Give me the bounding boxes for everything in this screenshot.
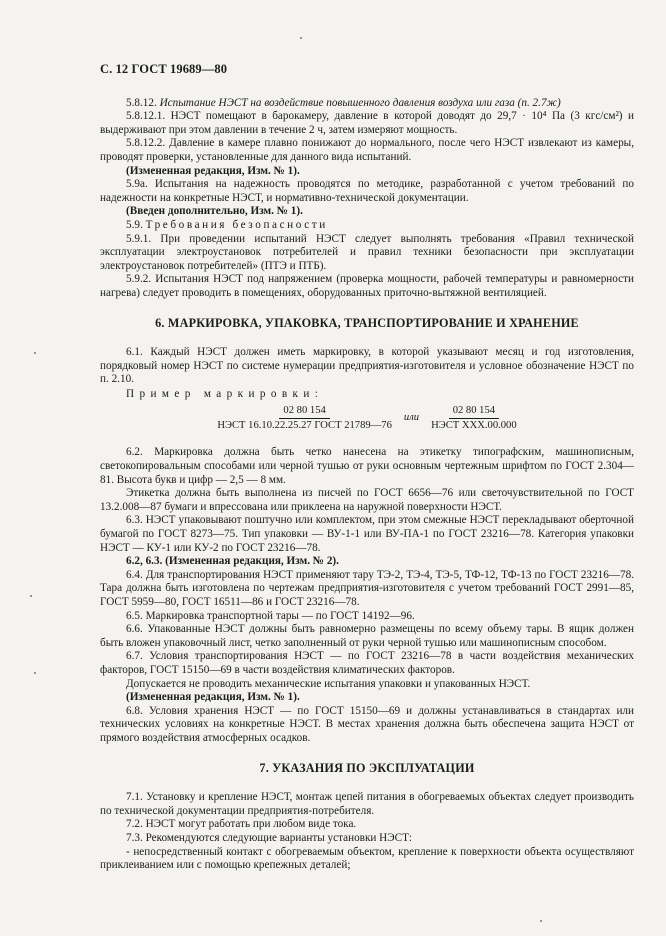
clause-5-9: 5.9. Требования безопасности — [126, 218, 328, 231]
clause-6-4: 6.4. Для транспортирования НЭСТ применяют тару ТЭ-2, ТЭ-4, ТЭ-5, ТФ-12, ТФ-13 по ГОСТ 23216—78. Тара должна быть изготовлена по чертежам предприятия-изготовителя с учетом требований ГОСТ 2991—85, ГОСТ 5959—80, ГОСТ 16511—86 и ГОСТ 23216—78. — [100, 568, 634, 608]
clause-5-9-2: 5.9.2. Испытания НЭСТ под напряжением (проверка мощности, рабочей температуры и равномерности нагрева) следует проводить в помещениях, оборудованных приточно-вытяжной вентиляцией. — [100, 273, 634, 299]
clause-6-5: 6.5. Маркировка транспортной тары — по ГОСТ 14192—96. — [126, 609, 415, 622]
section-heading-6: 6. МАРКИРОВКА, УПАКОВКА, ТРАНСПОРТИРОВАНИЕ И ХРАНЕНИЕ — [155, 315, 579, 330]
clause-title: Испытание НЭСТ на воздействие повышенного давления воздуха или газа (п. 2.7ж) — [159, 96, 561, 109]
clause-5-8-12: 5.8.12. Испытание НЭСТ на воздействие повышенного давления воздуха или газа (п. 2.7ж) — [126, 96, 561, 109]
clause-7-3: 7.3. Рекомендуются следующие варианты установки НЭСТ: — [126, 831, 413, 844]
scan-speck — [34, 352, 36, 354]
marking-numerator: 02 80 154 — [279, 405, 329, 419]
clause-7-2: 7.2. НЭСТ могут работать при любом виде тока. — [126, 818, 357, 831]
marking-denominator: НЭСТ 16.10.22.25.27 ГОСТ 21789—76 — [217, 420, 392, 432]
amendment-note: (Введен дополнительно, Изм. № 1). — [126, 205, 303, 218]
marking-denominator: НЭСТ XXX.00.000 — [431, 420, 517, 432]
amendment-note: (Измененная редакция, Изм. № 1). — [126, 164, 300, 177]
marking-or: или — [403, 412, 420, 424]
clause-7-3-item: - непосредственный контакт с обогреваемым объектом, крепление к поверхности объекта осуществляют приклеиванием или с помощью крепежных деталей; — [100, 845, 634, 872]
clause-6-1: 6.1. Каждый НЭСТ должен иметь маркировку, в которой указывают месяц и год изготовления, порядковый номер НЭСТ по системе нумерации предприятия-изготовителя и условное обозначение НЭСТ по п. 2.10. — [100, 346, 634, 386]
marking-example — [100, 405, 634, 432]
scan-speck — [300, 37, 302, 39]
marking-numerator: 02 80 154 — [449, 405, 499, 419]
clause-6-2-label: Этикетка должна быть выполнена из писчей по ГОСТ 6656—76 или светочувствительной по ГОСТ 13.2.008—87 бумаги и впрессована или приклеена на наружной поверхности НЭСТ. — [100, 487, 634, 513]
clause-6-6: 6.6. Упакованные НЭСТ должны быть равномерно размещены по всему объему тары. В ящик должен быть вложен упаковочный лист, четко заполненный от руки черной тушью или машинописным способом. — [100, 623, 634, 649]
page-header: С. 12 ГОСТ 19689—80 — [100, 62, 228, 76]
section-heading-7: 7. УКАЗАНИЯ ПО ЭКСПЛУАТАЦИИ — [259, 760, 475, 775]
clause-5-8-12-2: 5.8.12.2. Давление в камере плавно понижают до нормального, после чего НЭСТ извлекают из камеры, проводят проверки, установленные для данного вида испытаний. — [100, 137, 634, 163]
clause-6-2: 6.2. Маркировка должна быть четко нанесена на этикетку типографским, машинописным, светокопировальным способами или черной тушью от руки основным чертежным шрифтом по ГОСТ 2.304—81. Высота букв и цифр — 2,5 — 8 мм. — [100, 446, 634, 486]
scan-speck — [30, 595, 32, 597]
clause-5-8-12-1: 5.8.12.1. НЭСТ помещают в барокамеру, давление в которой доводят до 29,7 · 10⁴ Па (3 кгс/см²) и выдерживают при этом давлении в течение 2 ч, затем измеряют мощность. — [100, 110, 634, 136]
clause-5-9a: 5.9а. Испытания на надежность проводятся по методике, разработанной с учетом требований по надежности на конкретные НЭСТ, и нормативно-технической документации. — [100, 178, 634, 204]
clause-6-3: 6.3. НЭСТ упаковывают поштучно или комплектом, при этом смежные НЭСТ перекладывают оберточной бумагой по ГОСТ 8273—75. Тип упаковки — ВУ-1-1 или ВУ-ПА-1 по ГОСТ 23216—78. Категория упаковки НЭСТ — КУ-1 или КУ-2 по ГОСТ 23216—78. — [100, 514, 634, 554]
clause-6-8: 6.8. Условия хранения НЭСТ — по ГОСТ 15150—69 и должны устанавливаться в стандартах или технических условиях на конкретные НЭСТ. В местах хранения должна быть обеспечена защита НЭСТ от прямого воздействия атмосферных осадков. — [100, 704, 634, 744]
clause-6-7: 6.7. Условия транспортирования НЭСТ — по ГОСТ 23216—78 в части воздействия механических факторов, ГОСТ 15150—69 в части воздействия климатических факторов. — [100, 650, 634, 676]
clause-6-7-note: Допускается не проводить механические испытания упаковки и упакованных НЭСТ. — [126, 677, 531, 690]
scan-speck — [34, 672, 36, 674]
scan-speck — [540, 920, 542, 922]
example-label: Пример маркировки: — [126, 387, 324, 400]
marking-fraction-left — [213, 405, 396, 432]
marking-fraction-right — [427, 405, 521, 432]
amendment-note: (Измененная редакция, Изм. № 1). — [126, 691, 300, 704]
clause-title: Требования безопасности — [145, 218, 328, 231]
clause-5-9-1: 5.9.1. При проведении испытаний НЭСТ следует выполнять требования «Правил технической эксплуатации электроустановок потребителей и правил техники безопасности при эксплуатации электроустановок потребителей» (ПТЭ и ПТБ). — [100, 232, 634, 272]
amendment-note: 6.2, 6.3. (Измененная редакция, Изм. № 2). — [126, 555, 339, 568]
clause-7-1: 7.1. Установку и крепление НЭСТ, монтаж цепей питания в обогреваемых объектах следует производить по технической документации предприятия-потребителя. — [100, 791, 634, 817]
